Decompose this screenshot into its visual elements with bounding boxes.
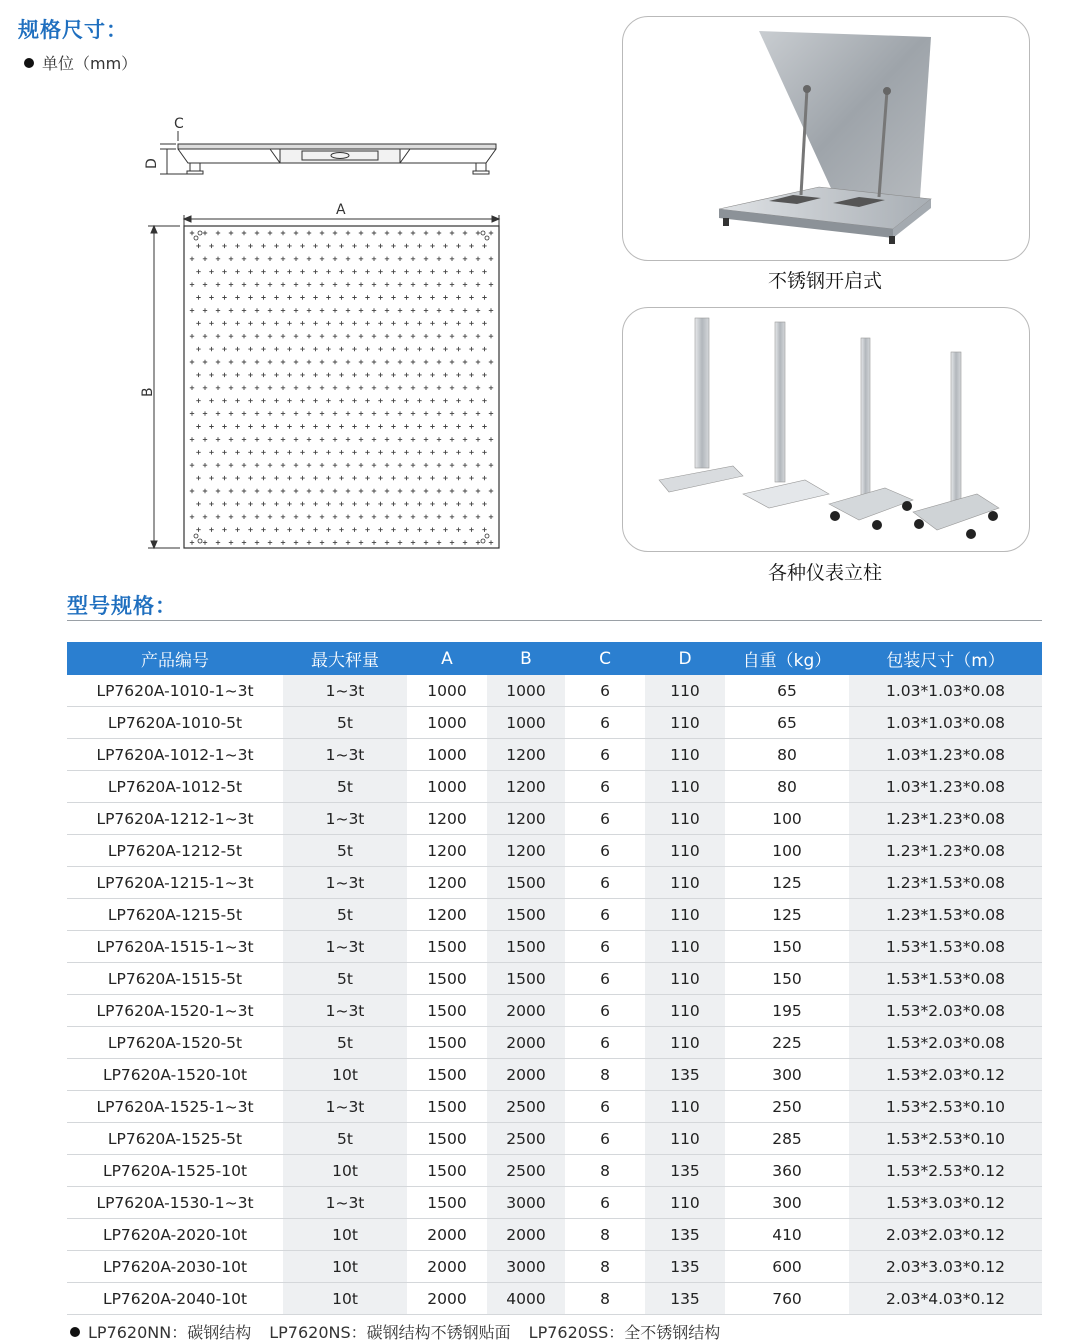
table-header-cell: 自重（kg）	[725, 642, 849, 675]
table-cell: 4000	[487, 1283, 565, 1315]
table-row	[67, 1059, 1042, 1091]
table-cell: 1200	[487, 739, 565, 771]
table-cell: 6	[565, 675, 645, 707]
footer-item-ss: LP7620SS：全不锈钢结构	[528, 1323, 721, 1342]
table-cell: 5t	[283, 707, 407, 739]
table-cell: 110	[645, 707, 725, 739]
table-cell: 1.23*1.53*0.08	[849, 867, 1042, 899]
table-cell: 1~3t	[283, 739, 407, 771]
table-cell: LP7620A-1520-10t	[67, 1059, 283, 1091]
table-cell: 1500	[487, 899, 565, 931]
table-header-cell: A	[407, 642, 487, 675]
table-cell: 135	[645, 1059, 725, 1091]
table-cell: 1500	[487, 867, 565, 899]
label-b: B	[140, 387, 156, 397]
indicator-stands-icon	[623, 308, 1029, 551]
table-header-cell: 最大秤量	[283, 642, 407, 675]
table-cell: 6	[565, 803, 645, 835]
table-cell: LP7620A-2040-10t	[67, 1283, 283, 1315]
table-cell: 5t	[283, 899, 407, 931]
table-cell: 300	[725, 1187, 849, 1219]
table-cell: LP7620A-1515-5t	[67, 963, 283, 995]
table-cell: 1.03*1.03*0.08	[849, 707, 1042, 739]
table-cell: 1200	[407, 803, 487, 835]
table-row	[67, 1251, 1042, 1283]
label-a: A	[336, 202, 346, 218]
table-row	[67, 1155, 1042, 1187]
table-row	[67, 931, 1042, 963]
open-stainless-scale-icon	[623, 17, 1029, 260]
table-cell: 110	[645, 963, 725, 995]
table-cell: 1.53*2.03*0.08	[849, 1027, 1042, 1059]
table-cell: LP7620A-1215-1~3t	[67, 867, 283, 899]
table-row	[67, 1283, 1042, 1315]
table-cell: 1~3t	[283, 1187, 407, 1219]
table-cell: 110	[645, 867, 725, 899]
table-row	[67, 835, 1042, 867]
table-cell: 2000	[487, 995, 565, 1027]
table-header-cell: B	[487, 642, 565, 675]
side-view	[160, 131, 496, 174]
table-cell: 1.03*1.03*0.08	[849, 675, 1042, 707]
table-cell: 410	[725, 1219, 849, 1251]
table-cell: LP7620A-1520-1~3t	[67, 995, 283, 1027]
model-section-title: 型号规格：	[67, 594, 177, 618]
table-cell: LP7620A-1212-5t	[67, 835, 283, 867]
table-cell: 2000	[487, 1219, 565, 1251]
table-cell: 195	[725, 995, 849, 1027]
table-cell: LP7620A-1525-5t	[67, 1123, 283, 1155]
table-cell: 6	[565, 931, 645, 963]
table-cell: 2000	[407, 1251, 487, 1283]
table-cell: 1.23*1.23*0.08	[849, 835, 1042, 867]
table-row	[67, 771, 1042, 803]
table-cell: 1000	[407, 771, 487, 803]
table-cell: 6	[565, 963, 645, 995]
table-cell: LP7620A-1515-1~3t	[67, 931, 283, 963]
table-cell: 65	[725, 675, 849, 707]
table-cell: 1000	[487, 675, 565, 707]
table-cell: LP7620A-1520-5t	[67, 1027, 283, 1059]
table-cell: 110	[645, 1187, 725, 1219]
table-cell: 10t	[283, 1219, 407, 1251]
section-divider	[67, 620, 1042, 621]
table-cell: 285	[725, 1123, 849, 1155]
table-cell: 6	[565, 739, 645, 771]
table-cell: 110	[645, 675, 725, 707]
table-cell: 1000	[407, 739, 487, 771]
table-cell: 135	[645, 1283, 725, 1315]
table-cell: LP7620A-1215-5t	[67, 899, 283, 931]
table-cell: 2000	[487, 1059, 565, 1091]
table-cell: 1200	[487, 803, 565, 835]
table-cell: 1.03*1.23*0.08	[849, 771, 1042, 803]
table-cell: 110	[645, 1091, 725, 1123]
table-cell: 1.53*1.53*0.08	[849, 931, 1042, 963]
table-cell: 125	[725, 899, 849, 931]
table-cell: 1200	[407, 835, 487, 867]
table-row	[67, 1187, 1042, 1219]
table-cell: 1500	[407, 1027, 487, 1059]
table-row	[67, 963, 1042, 995]
table-cell: LP7620A-2020-10t	[67, 1219, 283, 1251]
table-header-cell: C	[565, 642, 645, 675]
table-cell: LP7620A-1212-1~3t	[67, 803, 283, 835]
bullet-icon	[70, 1327, 80, 1337]
table-cell: 8	[565, 1059, 645, 1091]
table-cell: 1000	[487, 707, 565, 739]
table-cell: 2500	[487, 1155, 565, 1187]
footer-item-ns: LP7620NS：碳钢结构不锈钢贴面	[269, 1323, 511, 1342]
table-cell: 1000	[407, 675, 487, 707]
table-cell: 1000	[407, 707, 487, 739]
table-row	[67, 739, 1042, 771]
table-cell: 1500	[407, 1123, 487, 1155]
table-cell: 2500	[487, 1091, 565, 1123]
photo-card-open-scale	[622, 16, 1030, 261]
table-header-cell: D	[645, 642, 725, 675]
table-cell: 6	[565, 995, 645, 1027]
footer-note	[70, 1320, 738, 1343]
table-cell: 2000	[487, 1027, 565, 1059]
table-cell: 1~3t	[283, 995, 407, 1027]
table-cell: 600	[725, 1251, 849, 1283]
table-cell: 135	[645, 1155, 725, 1187]
table-cell: 110	[645, 899, 725, 931]
table-cell: 8	[565, 1219, 645, 1251]
table-cell: 2000	[407, 1219, 487, 1251]
table-header-row	[67, 642, 1042, 675]
table-cell: 1500	[407, 963, 487, 995]
table-cell: 1~3t	[283, 675, 407, 707]
table-cell: LP7620A-1012-5t	[67, 771, 283, 803]
bullet-icon	[24, 58, 34, 68]
table-cell: 1500	[407, 995, 487, 1027]
table-cell: 65	[725, 707, 849, 739]
unit-note-text: 单位（mm）	[42, 54, 138, 73]
table-cell: 1.53*1.53*0.08	[849, 963, 1042, 995]
table-cell: LP7620A-1525-1~3t	[67, 1091, 283, 1123]
table-cell: LP7620A-1525-10t	[67, 1155, 283, 1187]
table-cell: 1500	[407, 931, 487, 963]
table-cell: 1.53*2.53*0.12	[849, 1155, 1042, 1187]
table-cell: 100	[725, 835, 849, 867]
table-cell: 760	[725, 1283, 849, 1315]
spec-table	[67, 642, 1042, 1315]
table-cell: 6	[565, 899, 645, 931]
table-cell: 1200	[407, 899, 487, 931]
table-cell: 110	[645, 1123, 725, 1155]
table-cell: 1~3t	[283, 1091, 407, 1123]
table-cell: 135	[645, 1219, 725, 1251]
table-cell: 125	[725, 867, 849, 899]
table-cell: 1.23*1.53*0.08	[849, 899, 1042, 931]
table-cell: 2500	[487, 1123, 565, 1155]
table-cell: 100	[725, 803, 849, 835]
table-cell: 1200	[487, 771, 565, 803]
table-cell: 110	[645, 835, 725, 867]
unit-note	[24, 51, 137, 74]
table-cell: 1500	[407, 1059, 487, 1091]
table-cell: 2.03*3.03*0.12	[849, 1251, 1042, 1283]
table-cell: 2000	[407, 1283, 487, 1315]
table-cell: 5t	[283, 1123, 407, 1155]
table-cell: 1500	[487, 963, 565, 995]
table-cell: 6	[565, 771, 645, 803]
table-cell: 135	[645, 1251, 725, 1283]
table-cell: 6	[565, 1091, 645, 1123]
table-cell: 110	[645, 803, 725, 835]
table-header-cell: 包装尺寸（m）	[849, 642, 1042, 675]
table-cell: 1~3t	[283, 867, 407, 899]
table-row	[67, 899, 1042, 931]
table-row	[67, 867, 1042, 899]
table-header-cell: 产品编号	[67, 642, 283, 675]
table-cell: 1.03*1.23*0.08	[849, 739, 1042, 771]
table-cell: 1200	[407, 867, 487, 899]
table-cell: 80	[725, 771, 849, 803]
table-row	[67, 707, 1042, 739]
table-cell: LP7620A-1012-1~3t	[67, 739, 283, 771]
table-row	[67, 995, 1042, 1027]
table-cell: 1.53*2.03*0.08	[849, 995, 1042, 1027]
table-cell: 1.53*2.03*0.12	[849, 1059, 1042, 1091]
table-cell: 8	[565, 1283, 645, 1315]
table-cell: 110	[645, 931, 725, 963]
table-cell: 3000	[487, 1187, 565, 1219]
table-cell: LP7620A-1010-5t	[67, 707, 283, 739]
table-cell: 1.53*2.53*0.10	[849, 1123, 1042, 1155]
table-cell: 6	[565, 1027, 645, 1059]
table-row	[67, 1219, 1042, 1251]
table-cell: 360	[725, 1155, 849, 1187]
photo-caption-stands: 各种仪表立柱	[767, 562, 882, 584]
table-cell: 1~3t	[283, 931, 407, 963]
table-row	[67, 1123, 1042, 1155]
table-cell: 150	[725, 963, 849, 995]
table-cell: 1.53*3.03*0.12	[849, 1187, 1042, 1219]
table-cell: 3000	[487, 1251, 565, 1283]
photo-caption-open-scale: 不锈钢开启式	[767, 270, 882, 292]
table-cell: 5t	[283, 1027, 407, 1059]
table-cell: 8	[565, 1155, 645, 1187]
table-cell: 10t	[283, 1251, 407, 1283]
table-cell: 1.23*1.23*0.08	[849, 803, 1042, 835]
table-cell: 110	[645, 771, 725, 803]
table-cell: 150	[725, 931, 849, 963]
table-cell: 1500	[407, 1187, 487, 1219]
table-cell: 5t	[283, 963, 407, 995]
table-cell: 6	[565, 867, 645, 899]
table-cell: 2.03*2.03*0.12	[849, 1219, 1042, 1251]
table-row	[67, 803, 1042, 835]
table-cell: 6	[565, 835, 645, 867]
table-cell: 225	[725, 1027, 849, 1059]
table-cell: 5t	[283, 771, 407, 803]
table-cell: 6	[565, 1123, 645, 1155]
table-row	[67, 675, 1042, 707]
table-cell: 300	[725, 1059, 849, 1091]
table-cell: 1~3t	[283, 803, 407, 835]
table-cell: LP7620A-1010-1~3t	[67, 675, 283, 707]
table-cell: 110	[645, 1027, 725, 1059]
table-cell: 110	[645, 739, 725, 771]
table-cell: 1.53*2.53*0.10	[849, 1091, 1042, 1123]
table-cell: 10t	[283, 1155, 407, 1187]
table-cell: 110	[645, 995, 725, 1027]
table-row	[67, 1091, 1042, 1123]
table-cell: 250	[725, 1091, 849, 1123]
table-cell: 80	[725, 739, 849, 771]
photo-card-stands	[622, 307, 1030, 552]
table-cell: 6	[565, 1187, 645, 1219]
table-cell: LP7620A-1530-1~3t	[67, 1187, 283, 1219]
dimension-drawing	[130, 105, 520, 565]
table-row	[67, 1027, 1042, 1059]
label-c: C	[174, 116, 184, 132]
footer-item-nn: LP7620NN：碳钢结构	[88, 1323, 252, 1342]
spec-section-title: 规格尺寸：	[18, 18, 128, 42]
table-cell: 1500	[407, 1091, 487, 1123]
label-d: D	[144, 158, 160, 169]
table-body	[67, 675, 1042, 1315]
table-cell: 1500	[407, 1155, 487, 1187]
table-cell: 1500	[487, 931, 565, 963]
table-cell: 2.03*4.03*0.12	[849, 1283, 1042, 1315]
table-cell: 10t	[283, 1059, 407, 1091]
table-cell: 8	[565, 1251, 645, 1283]
table-cell: LP7620A-2030-10t	[67, 1251, 283, 1283]
table-cell: 10t	[283, 1283, 407, 1315]
table-cell: 1200	[487, 835, 565, 867]
table-cell: 5t	[283, 835, 407, 867]
table-cell: 6	[565, 707, 645, 739]
